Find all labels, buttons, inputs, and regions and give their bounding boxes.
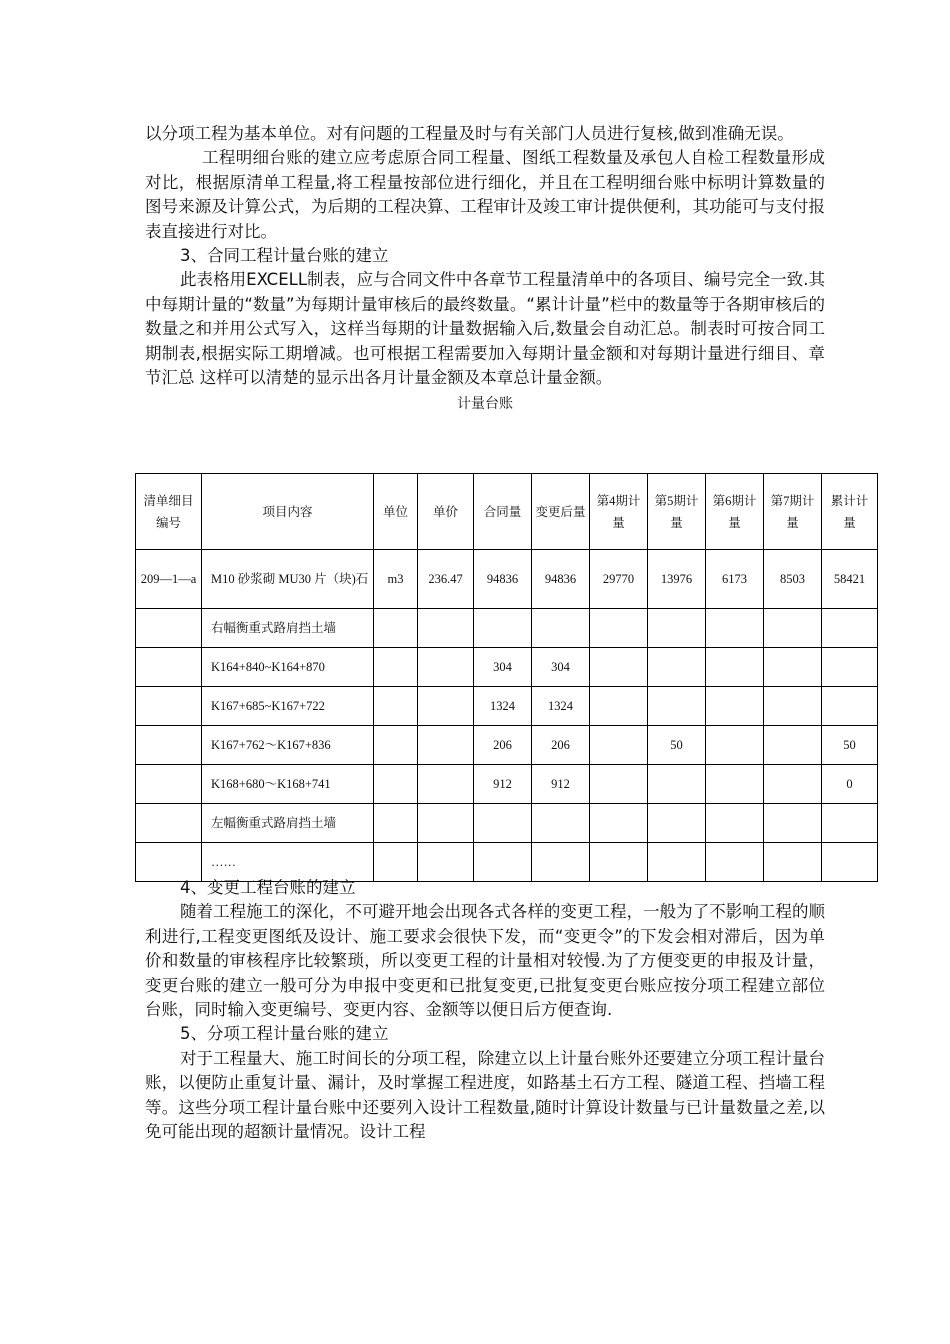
header-changed-qty: 变更后量	[532, 474, 590, 550]
table-cell: 206	[474, 726, 532, 765]
table-cell	[590, 765, 648, 804]
table-cell	[136, 609, 202, 648]
header-price: 单价	[418, 474, 474, 550]
table-cell	[648, 765, 706, 804]
table-cell	[822, 687, 878, 726]
header-period-7: 第7期计量	[764, 474, 822, 550]
table-cell	[648, 804, 706, 843]
table-cell	[418, 726, 474, 765]
table-cell: 1324	[474, 687, 532, 726]
table-row	[136, 648, 878, 687]
table-cell	[136, 726, 202, 765]
table-cell: 912	[474, 765, 532, 804]
table-cell	[764, 804, 822, 843]
table-cell	[648, 609, 706, 648]
table-cell	[136, 765, 202, 804]
table-cell	[822, 843, 878, 882]
table-cell	[136, 687, 202, 726]
table-caption: 计量台账	[457, 396, 513, 413]
table-cell	[418, 609, 474, 648]
table-row	[136, 804, 878, 843]
table-row	[136, 550, 878, 609]
table-cell: ……	[202, 843, 374, 882]
table-cell: 58421	[822, 550, 878, 609]
table-cell	[706, 726, 764, 765]
table-cell: 209—1—a	[136, 550, 202, 609]
table-cell	[764, 609, 822, 648]
table-cell	[764, 687, 822, 726]
table-cell: 右幅衡重式路肩挡土墙	[202, 609, 374, 648]
table-cell: K167+762～K167+836	[202, 726, 374, 765]
table-cell	[706, 804, 764, 843]
table-cell	[822, 609, 878, 648]
table-cell: 13976	[648, 550, 706, 609]
measurement-ledger-table	[135, 473, 878, 882]
table-cell	[374, 804, 418, 843]
table-cell: M10 砂浆砌 MU30 片（块)石	[202, 550, 374, 609]
table-cell: 50	[822, 726, 878, 765]
section-body-3: 此表格用EXCELL制表，应与合同文件中各章节工程量清单中的各项目、编号完全一致.其中每期计量的“数量”为每期计量审核后的最终数量。“累计计量”栏中的数量等于各期审核后的数量之和并用公式写入，这样当每期的计量数据输入后,数量会自动汇总。制表时可按合同工期制表,根据实际工期增减。也可根据工程需要加入每期计量金额和对每期计量进行细目、章节汇总 这样可以清楚的显示出各月计量金额及本章总计量金额。	[145, 270, 825, 388]
table-cell	[136, 648, 202, 687]
table-row	[136, 687, 878, 726]
section-heading-4: 4、变更工程台账的建立	[180, 878, 356, 897]
table-cell	[136, 804, 202, 843]
table-cell: 912	[532, 765, 590, 804]
table-cell	[474, 609, 532, 648]
document-body-bottom	[145, 876, 825, 1144]
table-cell	[764, 726, 822, 765]
table-cell	[590, 609, 648, 648]
table-cell	[590, 648, 648, 687]
table-cell: 左幅衡重式路肩挡土墙	[202, 804, 374, 843]
table-cell: K164+840~K164+870	[202, 648, 374, 687]
table-cell: 304	[474, 648, 532, 687]
table-cell: 29770	[590, 550, 648, 609]
header-content: 项目内容	[202, 474, 374, 550]
section-heading-3: 3、合同工程计量台账的建立	[180, 246, 389, 266]
table-cell	[590, 726, 648, 765]
table-cell	[822, 648, 878, 687]
document-body-top	[145, 122, 825, 415]
table-cell	[822, 804, 878, 843]
table-cell	[418, 804, 474, 843]
table-body	[136, 550, 878, 882]
table-cell	[418, 687, 474, 726]
paragraph-detail-ledger: 工程明细台账的建立应考虑原合同工程量、图纸工程数量及承包人自检工程数量形成对比，根据原清单工程量,将工程量按部位进行细化，并且在工程明细台账中标明计算数量的图号来源及计算公式，为后期的工程决算、工程审计及竣工审计提供便利，其功能可与支付报表直接进行对比。	[145, 148, 825, 241]
table-cell	[706, 765, 764, 804]
table-cell: K167+685~K167+722	[202, 687, 374, 726]
table-cell	[590, 687, 648, 726]
header-cumulative: 累计计量	[822, 474, 878, 550]
table-cell	[418, 648, 474, 687]
table-cell: 8503	[764, 550, 822, 609]
table-cell: 1324	[532, 687, 590, 726]
header-period-6: 第6期计量	[706, 474, 764, 550]
header-unit: 单位	[374, 474, 418, 550]
table-cell	[764, 765, 822, 804]
table-cell	[374, 765, 418, 804]
table-header	[136, 474, 878, 550]
table-cell: 236.47	[418, 550, 474, 609]
table-cell	[374, 726, 418, 765]
table-cell: 50	[648, 726, 706, 765]
section-heading-5: 5、分项工程计量台账的建立	[180, 1024, 389, 1044]
table-cell	[590, 804, 648, 843]
table-cell: 0	[822, 765, 878, 804]
table-cell	[374, 687, 418, 726]
table-cell	[474, 804, 532, 843]
table-cell: 304	[532, 648, 590, 687]
table-cell	[648, 648, 706, 687]
table-cell: K168+680～K168+741	[202, 765, 374, 804]
table-cell	[706, 687, 764, 726]
table-cell: m3	[374, 550, 418, 609]
table-cell	[374, 609, 418, 648]
table-row	[136, 765, 878, 804]
header-contract-qty: 合同量	[474, 474, 532, 550]
section-body-4: 随着工程施工的深化，不可避开地会出现各式各样的变更工程，一般为了不影响工程的顺利进行,工程变更图纸及设计、施工要求会很快下发，而“变更令”的下发会相对滞后，因为单价和数量的审核程序比较繁琐，所以变更工程的计量相对较慢.为了方便变更的申报及计量，变更台账的建立一般可分为申报中变更和已批复变更,已批复变更台账应按分项工程建立部位台账，同时输入变更编号、变更内容、金额等以便日后方便查询.	[145, 902, 825, 1020]
table-cell	[532, 609, 590, 648]
table-cell: 94836	[474, 550, 532, 609]
table-cell: 206	[532, 726, 590, 765]
table-cell	[706, 648, 764, 687]
table-cell	[532, 804, 590, 843]
table-cell	[764, 648, 822, 687]
table-cell	[706, 609, 764, 648]
header-item-code: 清单细目编号	[136, 474, 202, 550]
table-cell: 94836	[532, 550, 590, 609]
table-row	[136, 609, 878, 648]
table-cell	[648, 687, 706, 726]
table-cell	[418, 765, 474, 804]
section-body-5: 对于工程量大、施工时间长的分项工程，除建立以上计量台账外还要建立分项工程计量台账，以便防止重复计量、漏计，及时掌握工程进度，如路基土石方工程、隧道工程、挡墙工程等。这些分项工程计量台账中还要列入设计工程数量,随时计算设计数量与已计量数量之差,以免可能出现的超额计量情况。设计工程	[145, 1048, 825, 1142]
table-cell	[374, 648, 418, 687]
table-row	[136, 726, 878, 765]
header-period-4: 第4期计量	[590, 474, 648, 550]
table-cell: 6173	[706, 550, 764, 609]
paragraph-continuation: 以分项工程为基本单位。对有问题的工程量及时与有关部门人员进行复核,做到准确无误。	[145, 124, 794, 143]
header-period-5: 第5期计量	[648, 474, 706, 550]
